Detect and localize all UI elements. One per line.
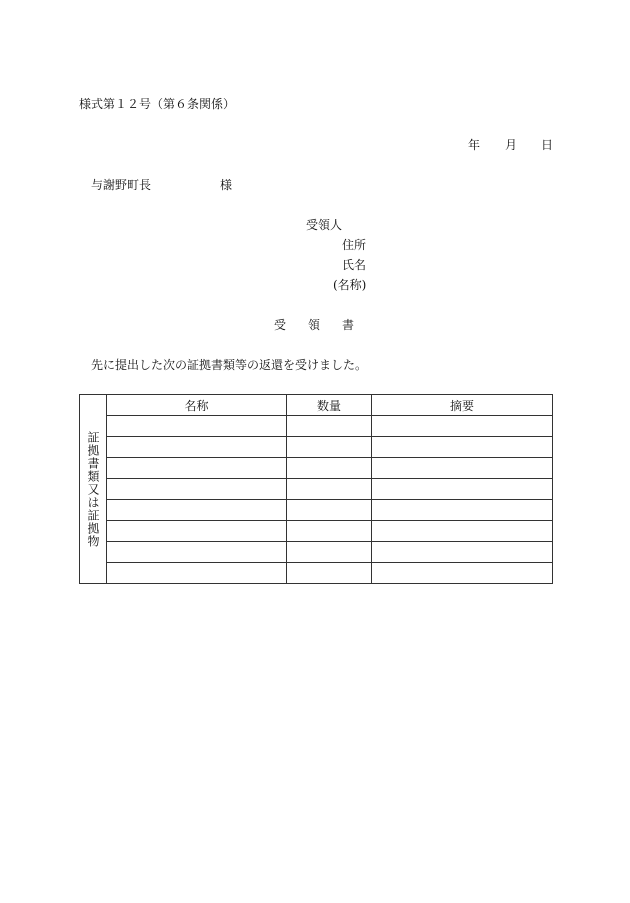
table-cell[interactable] bbox=[107, 416, 287, 437]
table-cell[interactable] bbox=[287, 479, 372, 500]
addressee-honorific: 様 bbox=[220, 178, 233, 192]
table-cell[interactable] bbox=[107, 479, 287, 500]
table-cell[interactable] bbox=[372, 542, 553, 563]
table-cell[interactable] bbox=[287, 458, 372, 479]
table-cell[interactable] bbox=[372, 500, 553, 521]
table-row bbox=[80, 479, 553, 500]
table-row bbox=[80, 458, 553, 479]
table-row bbox=[80, 500, 553, 521]
table-cell[interactable] bbox=[287, 521, 372, 542]
table-cell[interactable] bbox=[287, 437, 372, 458]
table-cell[interactable] bbox=[372, 479, 553, 500]
table-row bbox=[80, 437, 553, 458]
side-label: 証拠書類又は証拠物 bbox=[80, 395, 107, 584]
table-row bbox=[80, 542, 553, 563]
date-year-label: 年 bbox=[468, 138, 481, 152]
table-row bbox=[80, 416, 553, 437]
table-cell[interactable] bbox=[287, 542, 372, 563]
column-header-quantity: 数量 bbox=[287, 395, 372, 416]
table-cell[interactable] bbox=[372, 437, 553, 458]
statement-text: 先に提出した次の証拠書類等の返還を受けました。 bbox=[91, 358, 368, 372]
table-cell[interactable] bbox=[287, 416, 372, 437]
form-number: 様式第１２号（第６条関係） bbox=[79, 97, 236, 111]
table-cell[interactable] bbox=[287, 563, 372, 584]
table-cell[interactable] bbox=[372, 458, 553, 479]
addressee-name: 与謝野町長 bbox=[91, 178, 152, 192]
column-header-remarks: 摘要 bbox=[372, 395, 553, 416]
table-cell[interactable] bbox=[372, 521, 553, 542]
evidence-table bbox=[79, 394, 553, 584]
date-day-label: 日 bbox=[541, 138, 554, 152]
recipient-label: 受領人 bbox=[306, 218, 343, 232]
table-cell[interactable] bbox=[107, 437, 287, 458]
table-header-row bbox=[80, 395, 553, 416]
table-cell[interactable] bbox=[107, 521, 287, 542]
table-cell[interactable] bbox=[287, 500, 372, 521]
table-row bbox=[80, 563, 553, 584]
table-cell[interactable] bbox=[107, 458, 287, 479]
document-title: 受領書 bbox=[274, 318, 377, 332]
column-header-name: 名称 bbox=[107, 395, 287, 416]
table-cell[interactable] bbox=[107, 563, 287, 584]
recipient-org-label: (名称) bbox=[333, 278, 367, 292]
table-cell[interactable] bbox=[372, 416, 553, 437]
date-month-label: 月 bbox=[505, 138, 518, 152]
recipient-name-label: 氏名 bbox=[342, 258, 367, 272]
table-cell[interactable] bbox=[372, 563, 553, 584]
table-row bbox=[80, 521, 553, 542]
table-cell[interactable] bbox=[107, 500, 287, 521]
recipient-address-label: 住所 bbox=[342, 238, 367, 252]
table-cell[interactable] bbox=[107, 542, 287, 563]
